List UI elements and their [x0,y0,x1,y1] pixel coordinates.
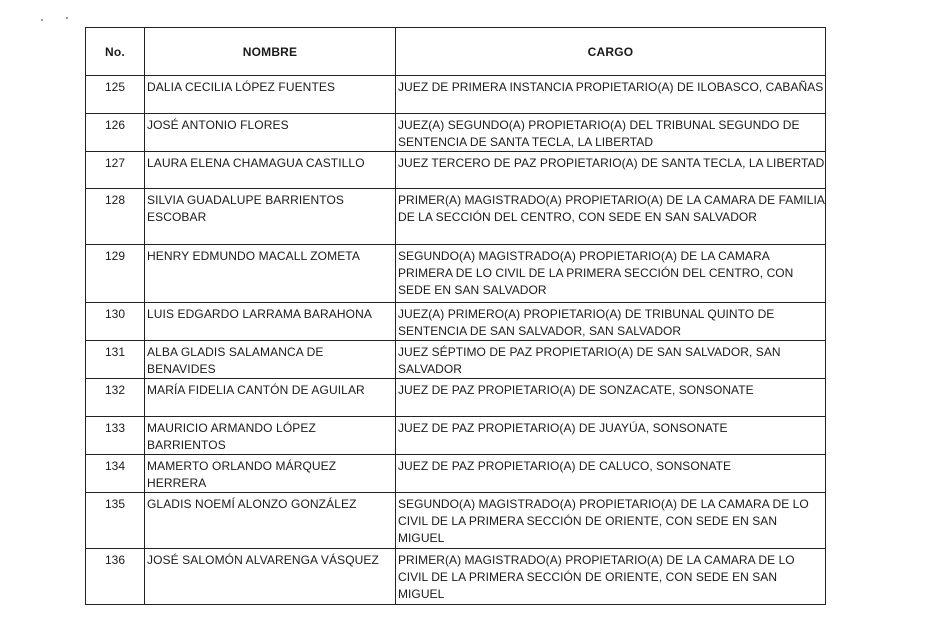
row-nombre: LAURA ELENA CHAMAGUA CASTILLO [145,152,396,189]
scan-speck [66,17,68,19]
row-cargo [396,189,826,245]
table-row [86,341,826,379]
row-cargo [396,114,826,152]
table-row [86,455,826,493]
row-cargo [396,341,826,379]
row-nombre: GLADIS NOEMÍ ALONZO GONZÁLEZ [145,493,396,549]
table-row [86,417,826,455]
row-cargo-text: JUEZ(A) SEGUNDO(A) PROPIETARIO(A) DEL TRIBUNAL SEGUNDO DE SENTENCIA DE SANTA TECLA, LA LIBERTAD [398,118,800,149]
row-cargo [396,152,826,189]
row-number: 126 [86,114,145,152]
row-nombre: SILVIA GUADALUPE BARRIENTOS ESCOBAR [145,189,396,245]
row-number: 131 [86,341,145,379]
row-number: 129 [86,245,145,303]
header-no: No. [86,28,145,76]
table-row [86,379,826,417]
scan-speck [41,19,43,21]
table-row [86,549,826,605]
table-header [86,28,826,76]
row-nombre: JOSÉ SALOMÓN ALVARENGA VÁSQUEZ [145,549,396,605]
row-number: 136 [86,549,145,605]
row-cargo-text: JUEZ(A) PRIMERO(A) PROPIETARIO(A) DE TRIBUNAL QUINTO DE SENTENCIA DE SAN SALVADOR, SAN SALVADOR [398,307,775,338]
row-nombre: JOSÉ ANTONIO FLORES [145,114,396,152]
table-row [86,245,826,303]
row-number: 133 [86,417,145,455]
header-cargo: CARGO [396,28,826,76]
row-cargo-text: JUEZ DE PAZ PROPIETARIO(A) DE SONZACATE, SONSONATE [398,383,754,397]
row-nombre: MAMERTO ORLANDO MÁRQUEZ HERRERA [145,455,396,493]
row-cargo-text: PRIMER(A) MAGISTRADO(A) PROPIETARIO(A) DE LA CAMARA DE LO CIVIL DE LA PRIMERA SECCIÓN DE ORIENTE, CON SEDE EN SAN MIGUEL [398,553,795,601]
row-number: 128 [86,189,145,245]
table-row [86,76,826,114]
table-body [86,76,826,605]
row-number: 130 [86,303,145,341]
row-nombre: MAURICIO ARMANDO LÓPEZ BARRIENTOS [145,417,396,455]
row-cargo-text: JUEZ DE PAZ PROPIETARIO(A) DE JUAYÚA, SONSONATE [398,421,728,435]
row-nombre: MARÍA FIDELIA CANTÓN DE AGUILAR [145,379,396,417]
row-cargo [396,455,826,493]
row-cargo [396,76,826,114]
judges-table [85,27,826,605]
row-cargo [396,379,826,417]
row-cargo [396,303,826,341]
table-row [86,152,826,189]
row-number: 132 [86,379,145,417]
row-nombre: HENRY EDMUNDO MACALL ZOMETA [145,245,396,303]
row-nombre: DALIA CECILIA LÓPEZ FUENTES [145,76,396,114]
header-nombre: NOMBRE [145,28,396,76]
row-cargo-text: JUEZ SÉPTIMO DE PAZ PROPIETARIO(A) DE SAN SALVADOR, SAN SALVADOR [398,345,781,376]
table-row [86,303,826,341]
row-cargo [396,493,826,549]
row-nombre: LUIS EDGARDO LARRAMA BARAHONA [145,303,396,341]
row-cargo-text: SEGUNDO(A) MAGISTRADO(A) PROPIETARIO(A) DE LA CAMARA DE LO CIVIL DE LA PRIMERA SECCIÓN DE ORIENTE, CON SEDE EN SAN MIGUEL [398,497,809,545]
row-cargo-text: PRIMER(A) MAGISTRADO(A) PROPIETARIO(A) DE LA CAMARA DE FAMILIA DE LA SECCIÓN DEL CENTRO, CON SEDE EN SAN SALVADOR [398,193,825,224]
row-cargo-text: JUEZ TERCERO DE PAZ PROPIETARIO(A) DE SANTA TECLA, LA LIBERTAD [398,156,825,170]
row-cargo-text: JUEZ DE PAZ PROPIETARIO(A) DE CALUCO, SONSONATE [398,459,732,473]
row-number: 125 [86,76,145,114]
row-number: 127 [86,152,145,189]
row-cargo-text: JUEZ DE PRIMERA INSTANCIA PROPIETARIO(A) DE ILOBASCO, CABAÑAS [398,80,824,94]
table-row [86,493,826,549]
row-cargo-text: SEGUNDO(A) MAGISTRADO(A) PROPIETARIO(A) DE LA CAMARA PRIMERA DE LO CIVIL DE LA PRIMERA SECCIÓN DEL CENTRO, CON SEDE EN SAN SALVADOR [398,249,794,297]
header-row [86,28,826,76]
table-row [86,189,826,245]
row-number: 135 [86,493,145,549]
row-nombre: ALBA GLADIS SALAMANCA DE BENAVIDES [145,341,396,379]
row-cargo [396,417,826,455]
row-number: 134 [86,455,145,493]
row-cargo [396,549,826,605]
row-cargo [396,245,826,303]
table-row [86,114,826,152]
